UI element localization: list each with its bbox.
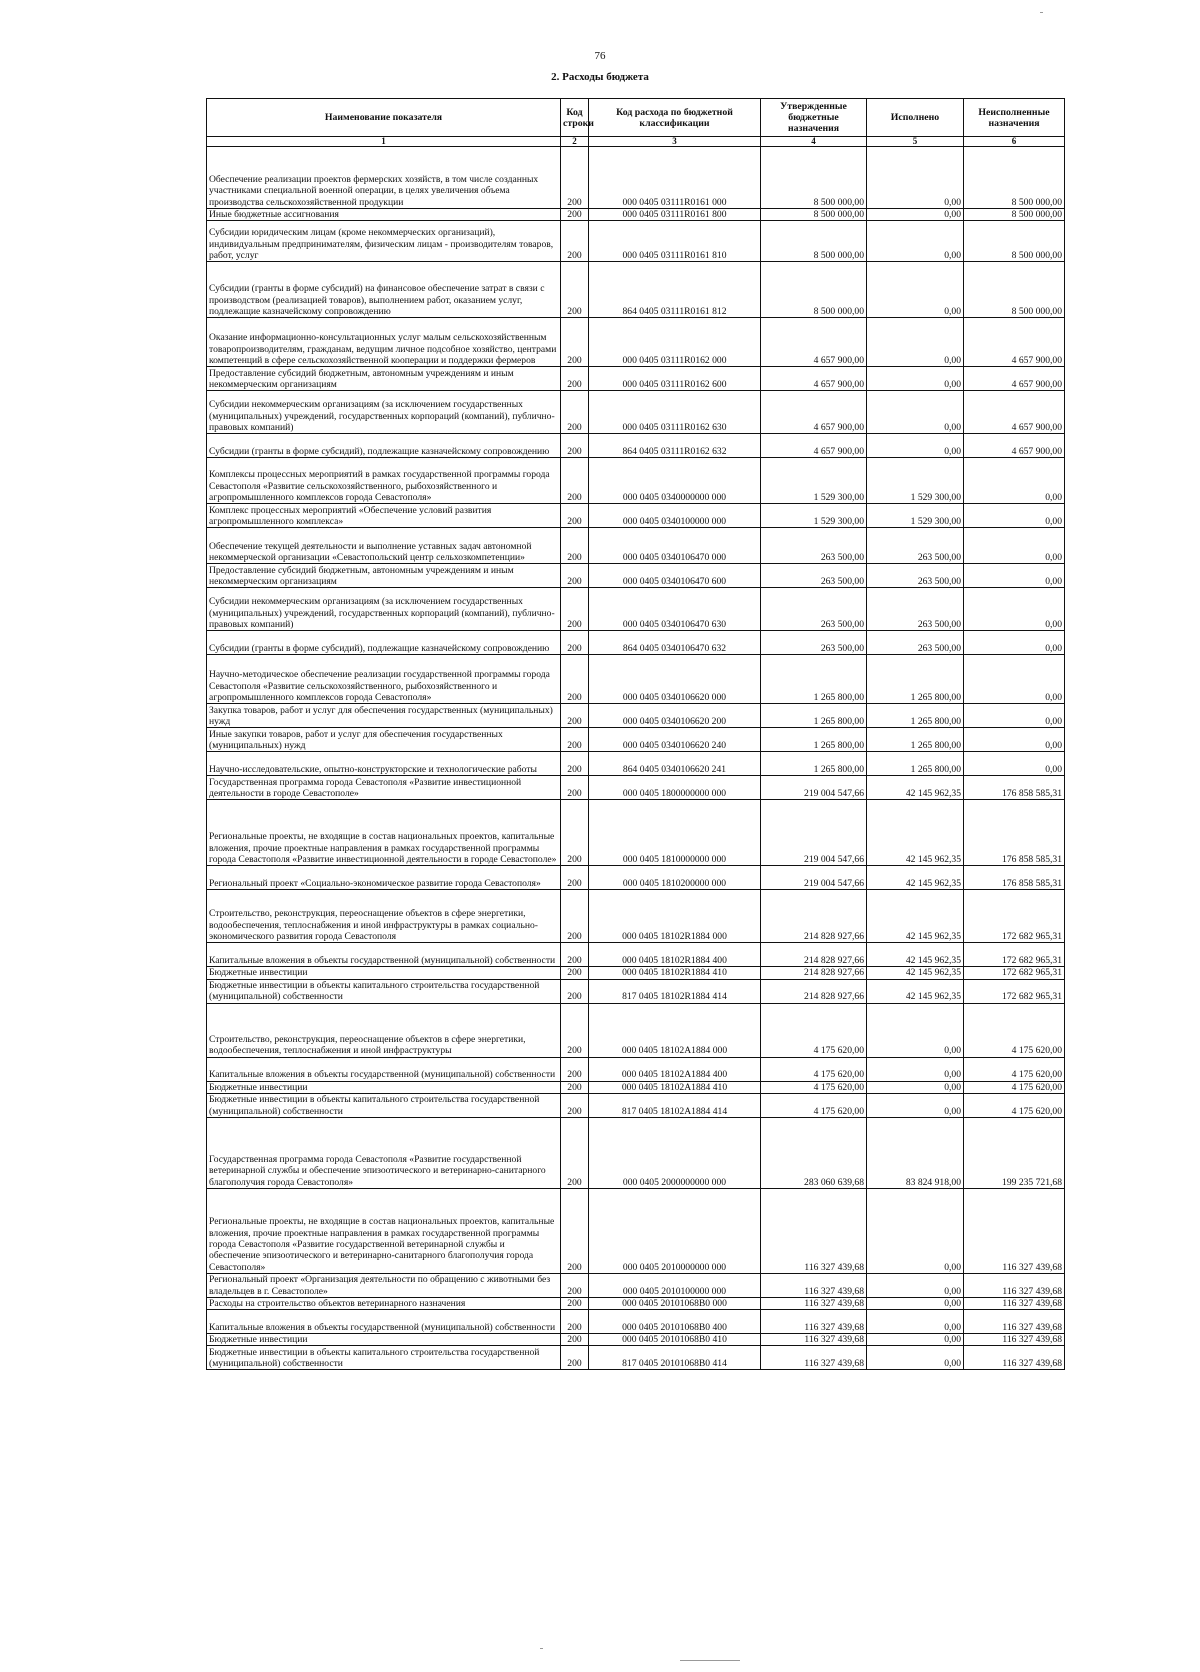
column-header-remaining: Неисполненные назначения bbox=[964, 99, 1065, 137]
row-executed-amount: 1 265 800,00 bbox=[867, 704, 964, 728]
row-line-code: 200 bbox=[561, 890, 589, 943]
row-executed-amount: 42 145 962,35 bbox=[867, 979, 964, 1003]
row-executed-amount: 263 500,00 bbox=[867, 588, 964, 631]
table-row bbox=[207, 1057, 1065, 1081]
row-approved-amount: 1 529 300,00 bbox=[761, 458, 867, 504]
column-header-classification-code: Код расхода по бюджетной классификации bbox=[589, 99, 761, 137]
row-classification-code: 000 0405 18102A1884 000 bbox=[589, 1003, 761, 1057]
row-name: Субсидии юридическим лицам (кроме некоммерческих организаций), индивидуальным предпринимателям, физическим лицам - производителям товаров, работ, услуг bbox=[207, 221, 561, 262]
row-approved-amount: 116 327 439,68 bbox=[761, 1334, 867, 1346]
table-row bbox=[207, 564, 1065, 588]
row-classification-code: 817 0405 20101068B0 414 bbox=[589, 1346, 761, 1370]
row-remaining-amount: 172 682 965,31 bbox=[964, 979, 1065, 1003]
row-name: Обеспечение реализации проектов фермерских хозяйств, в том числе созданных участниками специальной военной операции, в целях увеличения объема производства сельскохозяйственной продукции bbox=[207, 147, 561, 209]
row-classification-code: 000 0405 18102R1884 400 bbox=[589, 943, 761, 967]
row-name: Государственная программа города Севастополя «Развитие государственной ветеринарной службы и обеспечение эпизоотического и ветеринарно-санитарного благополучия города Севастополя» bbox=[207, 1117, 561, 1188]
row-name: Бюджетные инвестиции в объекты капитального строительства государственной (муниципальной) собственности bbox=[207, 1093, 561, 1117]
row-executed-amount: 263 500,00 bbox=[867, 564, 964, 588]
row-name: Региональный проект «Организация деятельности по обращению с животными без владельцев в г. Севастополе» bbox=[207, 1273, 561, 1297]
row-name: Предоставление субсидий бюджетным, автономным учреждениям и иным некоммерческим организациям bbox=[207, 564, 561, 588]
table-row bbox=[207, 1081, 1065, 1093]
row-line-code: 200 bbox=[561, 1334, 589, 1346]
row-remaining-amount: 4 175 620,00 bbox=[964, 1081, 1065, 1093]
row-remaining-amount: 4 657 900,00 bbox=[964, 367, 1065, 391]
row-classification-code: 000 0405 0340106470 630 bbox=[589, 588, 761, 631]
row-line-code: 200 bbox=[561, 967, 589, 979]
row-executed-amount: 1 529 300,00 bbox=[867, 504, 964, 528]
table-row bbox=[207, 655, 1065, 704]
row-classification-code: 817 0405 18102A1884 414 bbox=[589, 1093, 761, 1117]
row-line-code: 200 bbox=[561, 147, 589, 209]
row-line-code: 200 bbox=[561, 564, 589, 588]
row-executed-amount: 263 500,00 bbox=[867, 528, 964, 564]
page-number: 76 bbox=[594, 50, 606, 62]
row-approved-amount: 8 500 000,00 bbox=[761, 262, 867, 318]
row-remaining-amount: 172 682 965,31 bbox=[964, 890, 1065, 943]
row-classification-code: 000 0405 20101068B0 410 bbox=[589, 1334, 761, 1346]
row-line-code: 200 bbox=[561, 979, 589, 1003]
table-row bbox=[207, 262, 1065, 318]
row-line-code: 200 bbox=[561, 1346, 589, 1370]
row-line-code: 200 bbox=[561, 1273, 589, 1297]
row-executed-amount: 0,00 bbox=[867, 1081, 964, 1093]
row-name: Бюджетные инвестиции bbox=[207, 1081, 561, 1093]
row-name: Бюджетные инвестиции в объекты капитального строительства государственной (муниципальной) собственности bbox=[207, 979, 561, 1003]
row-executed-amount: 0,00 bbox=[867, 221, 964, 262]
table-row bbox=[207, 800, 1065, 866]
row-executed-amount: 42 145 962,35 bbox=[867, 776, 964, 800]
column-header-name: Наименование показателя bbox=[207, 99, 561, 137]
row-line-code: 200 bbox=[561, 209, 589, 221]
row-approved-amount: 263 500,00 bbox=[761, 631, 867, 655]
table-row bbox=[207, 1093, 1065, 1117]
row-remaining-amount: 116 327 439,68 bbox=[964, 1273, 1065, 1297]
row-approved-amount: 4 175 620,00 bbox=[761, 1057, 867, 1081]
row-approved-amount: 116 327 439,68 bbox=[761, 1297, 867, 1309]
row-classification-code: 000 0405 03111R0161 000 bbox=[589, 147, 761, 209]
table-row bbox=[207, 1003, 1065, 1057]
row-approved-amount: 4 175 620,00 bbox=[761, 1093, 867, 1117]
table-row bbox=[207, 147, 1065, 209]
row-line-code: 200 bbox=[561, 800, 589, 866]
row-remaining-amount: 4 657 900,00 bbox=[964, 318, 1065, 367]
table-row bbox=[207, 391, 1065, 434]
row-remaining-amount: 0,00 bbox=[964, 504, 1065, 528]
row-name: Комплекс процессных мероприятий «Обеспечение условий развития агропромышленного комплекса» bbox=[207, 504, 561, 528]
row-name: Бюджетные инвестиции в объекты капитального строительства государственной (муниципальной) собственности bbox=[207, 1346, 561, 1370]
row-remaining-amount: 0,00 bbox=[964, 564, 1065, 588]
row-approved-amount: 1 265 800,00 bbox=[761, 752, 867, 776]
row-classification-code: 000 0405 2010100000 000 bbox=[589, 1273, 761, 1297]
table-row bbox=[207, 1346, 1065, 1370]
row-name: Научно-методическое обеспечение реализации государственной программы города Севастополя «Развитие сельскохозяйственного, рыбохозяйственного и агропромышленного комплексов города Севастополя» bbox=[207, 655, 561, 704]
row-executed-amount: 0,00 bbox=[867, 1346, 964, 1370]
table-row bbox=[207, 434, 1065, 458]
row-executed-amount: 42 145 962,35 bbox=[867, 943, 964, 967]
column-header-executed: Исполнено bbox=[867, 99, 964, 137]
row-approved-amount: 4 657 900,00 bbox=[761, 434, 867, 458]
row-remaining-amount: 0,00 bbox=[964, 458, 1065, 504]
table-row bbox=[207, 1188, 1065, 1273]
row-remaining-amount: 176 858 585,31 bbox=[964, 776, 1065, 800]
row-classification-code: 000 0405 0340100000 000 bbox=[589, 504, 761, 528]
row-name: Региональный проект «Социально-экономическое развитие города Севастополя» bbox=[207, 866, 561, 890]
row-executed-amount: 1 265 800,00 bbox=[867, 752, 964, 776]
row-remaining-amount: 0,00 bbox=[964, 752, 1065, 776]
row-name: Закупка товаров, работ и услуг для обеспечения государственных (муниципальных) нужд bbox=[207, 704, 561, 728]
row-line-code: 200 bbox=[561, 728, 589, 752]
row-executed-amount: 0,00 bbox=[867, 434, 964, 458]
row-classification-code: 000 0405 18102A1884 410 bbox=[589, 1081, 761, 1093]
table-row bbox=[207, 866, 1065, 890]
row-classification-code: 000 0405 0340106620 000 bbox=[589, 655, 761, 704]
row-name: Оказание информационно-консультационных услуг малым сельскохозяйственным товаропроизводителям, гражданам, ведущим личное подсобное хозяйство, центрами компетенций в сфере сельскохозяйственной кооперации и поддержки фермеров bbox=[207, 318, 561, 367]
row-remaining-amount: 116 327 439,68 bbox=[964, 1334, 1065, 1346]
row-approved-amount: 1 529 300,00 bbox=[761, 504, 867, 528]
table-row bbox=[207, 1334, 1065, 1346]
row-approved-amount: 4 657 900,00 bbox=[761, 318, 867, 367]
row-classification-code: 000 0405 03111R0162 630 bbox=[589, 391, 761, 434]
table-row bbox=[207, 979, 1065, 1003]
row-classification-code: 000 0405 20101068B0 000 bbox=[589, 1297, 761, 1309]
column-number: 1 bbox=[207, 137, 561, 147]
row-name: Субсидии некоммерческим организациям (за исключением государственных (муниципальных) учреждений, государственных корпораций (компаний), публично-правовых компаний) bbox=[207, 391, 561, 434]
row-name: Строительство, реконструкция, переоснащение объектов в сфере энергетики, водообеспечения, теплоснабжения и иной инфраструктуры bbox=[207, 1003, 561, 1057]
row-name: Предоставление субсидий бюджетным, автономным учреждениям и иным некоммерческим организациям bbox=[207, 367, 561, 391]
column-header-line-code: Код строки bbox=[561, 99, 589, 137]
row-approved-amount: 219 004 547,66 bbox=[761, 800, 867, 866]
row-line-code: 200 bbox=[561, 1081, 589, 1093]
row-approved-amount: 116 327 439,68 bbox=[761, 1273, 867, 1297]
row-remaining-amount: 8 500 000,00 bbox=[964, 221, 1065, 262]
row-classification-code: 000 0405 03111R0162 600 bbox=[589, 367, 761, 391]
row-name: Региональные проекты, не входящие в состав национальных проектов, капитальные вложения, прочие проектные направления в рамках государственной программы города Севастополя «Развитие государственной ветеринарной службы и обеспечение эпизоотического и ветеринарно-санитарного благополучия города Севастополя» bbox=[207, 1188, 561, 1273]
row-classification-code: 000 0405 0340106470 600 bbox=[589, 564, 761, 588]
row-approved-amount: 8 500 000,00 bbox=[761, 209, 867, 221]
row-executed-amount: 0,00 bbox=[867, 262, 964, 318]
row-line-code: 200 bbox=[561, 776, 589, 800]
row-line-code: 200 bbox=[561, 1297, 589, 1309]
expenses-table bbox=[206, 98, 1065, 1370]
row-remaining-amount: 4 175 620,00 bbox=[964, 1003, 1065, 1057]
row-approved-amount: 4 175 620,00 bbox=[761, 1003, 867, 1057]
row-name: Комплексы процессных мероприятий в рамках государственной программы города Севастополя «Развитие сельскохозяйственного, рыбохозяйственного и агропромышленного комплексов города Севастополя» bbox=[207, 458, 561, 504]
row-executed-amount: 1 265 800,00 bbox=[867, 728, 964, 752]
row-executed-amount: 0,00 bbox=[867, 318, 964, 367]
row-name: Бюджетные инвестиции bbox=[207, 1334, 561, 1346]
table-row bbox=[207, 588, 1065, 631]
row-remaining-amount: 0,00 bbox=[964, 704, 1065, 728]
row-executed-amount: 0,00 bbox=[867, 1310, 964, 1334]
table-row bbox=[207, 504, 1065, 528]
row-name: Иные закупки товаров, работ и услуг для обеспечения государственных (муниципальных) нужд bbox=[207, 728, 561, 752]
row-line-code: 200 bbox=[561, 588, 589, 631]
row-line-code: 200 bbox=[561, 1310, 589, 1334]
row-classification-code: 817 0405 18102R1884 414 bbox=[589, 979, 761, 1003]
row-approved-amount: 219 004 547,66 bbox=[761, 866, 867, 890]
row-executed-amount: 0,00 bbox=[867, 1297, 964, 1309]
row-remaining-amount: 0,00 bbox=[964, 655, 1065, 704]
scan-speck bbox=[540, 1648, 543, 1649]
row-executed-amount: 1 265 800,00 bbox=[867, 655, 964, 704]
row-executed-amount: 1 529 300,00 bbox=[867, 458, 964, 504]
row-remaining-amount: 176 858 585,31 bbox=[964, 800, 1065, 866]
row-remaining-amount: 8 500 000,00 bbox=[964, 262, 1065, 318]
row-name: Капитальные вложения в объекты государственной (муниципальной) собственности bbox=[207, 1057, 561, 1081]
row-executed-amount: 0,00 bbox=[867, 367, 964, 391]
row-remaining-amount: 8 500 000,00 bbox=[964, 147, 1065, 209]
row-name: Бюджетные инвестиции bbox=[207, 967, 561, 979]
table-row bbox=[207, 528, 1065, 564]
row-name: Иные бюджетные ассигнования bbox=[207, 209, 561, 221]
column-numbers-row bbox=[207, 137, 1065, 147]
row-name: Научно-исследовательские, опытно-конструкторские и технологические работы bbox=[207, 752, 561, 776]
row-approved-amount: 8 500 000,00 bbox=[761, 147, 867, 209]
row-executed-amount: 0,00 bbox=[867, 1188, 964, 1273]
row-line-code: 200 bbox=[561, 655, 589, 704]
row-classification-code: 864 0405 0340106620 241 bbox=[589, 752, 761, 776]
row-remaining-amount: 4 657 900,00 bbox=[964, 391, 1065, 434]
row-remaining-amount: 172 682 965,31 bbox=[964, 967, 1065, 979]
row-approved-amount: 116 327 439,68 bbox=[761, 1188, 867, 1273]
row-executed-amount: 0,00 bbox=[867, 1057, 964, 1081]
scan-speck bbox=[680, 1660, 740, 1661]
section-title: 2. Расходы бюджета bbox=[551, 71, 649, 83]
row-remaining-amount: 4 175 620,00 bbox=[964, 1057, 1065, 1081]
table-row bbox=[207, 318, 1065, 367]
row-approved-amount: 4 657 900,00 bbox=[761, 367, 867, 391]
row-approved-amount: 283 060 639,68 bbox=[761, 1117, 867, 1188]
table-header-row bbox=[207, 99, 1065, 137]
row-approved-amount: 263 500,00 bbox=[761, 528, 867, 564]
table-row bbox=[207, 1310, 1065, 1334]
row-line-code: 200 bbox=[561, 391, 589, 434]
row-approved-amount: 1 265 800,00 bbox=[761, 728, 867, 752]
column-number: 2 bbox=[561, 137, 589, 147]
row-name: Обеспечение текущей деятельности и выполнение уставных задач автономной некоммерческой организации «Севастопольский центр сельхозкомпетенции» bbox=[207, 528, 561, 564]
row-line-code: 200 bbox=[561, 704, 589, 728]
column-number: 3 bbox=[589, 137, 761, 147]
column-header-approved: Утвержденные бюджетные назначения bbox=[761, 99, 867, 137]
row-remaining-amount: 0,00 bbox=[964, 528, 1065, 564]
row-approved-amount: 4 657 900,00 bbox=[761, 391, 867, 434]
row-classification-code: 000 0405 18102R1884 410 bbox=[589, 967, 761, 979]
row-classification-code: 000 0405 03111R0162 000 bbox=[589, 318, 761, 367]
row-executed-amount: 0,00 bbox=[867, 209, 964, 221]
row-approved-amount: 214 828 927,66 bbox=[761, 890, 867, 943]
row-classification-code: 000 0405 1800000000 000 bbox=[589, 776, 761, 800]
table-row bbox=[207, 1297, 1065, 1309]
row-approved-amount: 214 828 927,66 bbox=[761, 967, 867, 979]
row-approved-amount: 116 327 439,68 bbox=[761, 1310, 867, 1334]
row-approved-amount: 263 500,00 bbox=[761, 588, 867, 631]
row-remaining-amount: 116 327 439,68 bbox=[964, 1346, 1065, 1370]
row-remaining-amount: 116 327 439,68 bbox=[964, 1188, 1065, 1273]
row-remaining-amount: 176 858 585,31 bbox=[964, 866, 1065, 890]
row-name: Субсидии (гранты в форме субсидий), подлежащие казначейскому сопровождению bbox=[207, 434, 561, 458]
row-classification-code: 000 0405 03111R0161 810 bbox=[589, 221, 761, 262]
row-approved-amount: 219 004 547,66 bbox=[761, 776, 867, 800]
row-line-code: 200 bbox=[561, 1003, 589, 1057]
row-executed-amount: 0,00 bbox=[867, 147, 964, 209]
row-remaining-amount: 199 235 721,68 bbox=[964, 1117, 1065, 1188]
row-remaining-amount: 0,00 bbox=[964, 728, 1065, 752]
table-row bbox=[207, 1273, 1065, 1297]
row-classification-code: 000 0405 0340106470 000 bbox=[589, 528, 761, 564]
table-row bbox=[207, 728, 1065, 752]
row-name: Государственная программа города Севастополя «Развитие инвестиционной деятельности в городе Севастополе» bbox=[207, 776, 561, 800]
row-name: Субсидии (гранты в форме субсидий), подлежащие казначейскому сопровождению bbox=[207, 631, 561, 655]
row-executed-amount: 42 145 962,35 bbox=[867, 967, 964, 979]
row-approved-amount: 214 828 927,66 bbox=[761, 979, 867, 1003]
row-approved-amount: 1 265 800,00 bbox=[761, 655, 867, 704]
row-name: Капитальные вложения в объекты государственной (муниципальной) собственности bbox=[207, 1310, 561, 1334]
row-classification-code: 000 0405 0340106620 240 bbox=[589, 728, 761, 752]
row-executed-amount: 263 500,00 bbox=[867, 631, 964, 655]
row-name: Расходы на строительство объектов ветеринарного назначения bbox=[207, 1297, 561, 1309]
row-classification-code: 864 0405 0340106470 632 bbox=[589, 631, 761, 655]
row-approved-amount: 8 500 000,00 bbox=[761, 221, 867, 262]
row-classification-code: 000 0405 0340000000 000 bbox=[589, 458, 761, 504]
row-name: Региональные проекты, не входящие в состав национальных проектов, капитальные вложения, прочие проектные направления в рамках государственной программы города Севастополя «Развитие инвестиционной деятельности в городе Севастополе» bbox=[207, 800, 561, 866]
table-row bbox=[207, 752, 1065, 776]
row-executed-amount: 42 145 962,35 bbox=[867, 800, 964, 866]
row-approved-amount: 214 828 927,66 bbox=[761, 943, 867, 967]
table-row bbox=[207, 221, 1065, 262]
row-approved-amount: 116 327 439,68 bbox=[761, 1346, 867, 1370]
table-row bbox=[207, 367, 1065, 391]
row-classification-code: 000 0405 2010000000 000 bbox=[589, 1188, 761, 1273]
row-executed-amount: 0,00 bbox=[867, 1003, 964, 1057]
row-classification-code: 000 0405 0340106620 200 bbox=[589, 704, 761, 728]
row-name: Субсидии (гранты в форме субсидий) на финансовое обеспечение затрат в связи с производством (реализацией товаров), выполнением работ, оказанием услуг, подлежащие казначейскому сопровождению bbox=[207, 262, 561, 318]
table-row bbox=[207, 458, 1065, 504]
row-executed-amount: 42 145 962,35 bbox=[867, 890, 964, 943]
row-remaining-amount: 116 327 439,68 bbox=[964, 1310, 1065, 1334]
row-remaining-amount: 4 175 620,00 bbox=[964, 1093, 1065, 1117]
row-name: Строительство, реконструкция, переоснащение объектов в сфере энергетики, водообеспечения, теплоснабжения и иной инфраструктуры в рамках социально-экономического развития города Севастополя bbox=[207, 890, 561, 943]
row-classification-code: 000 0405 2000000000 000 bbox=[589, 1117, 761, 1188]
row-remaining-amount: 0,00 bbox=[964, 588, 1065, 631]
row-line-code: 200 bbox=[561, 434, 589, 458]
row-remaining-amount: 8 500 000,00 bbox=[964, 209, 1065, 221]
row-remaining-amount: 0,00 bbox=[964, 631, 1065, 655]
row-executed-amount: 42 145 962,35 bbox=[867, 866, 964, 890]
row-name: Субсидии некоммерческим организациям (за исключением государственных (муниципальных) учреждений, государственных корпораций (компаний), публично-правовых компаний) bbox=[207, 588, 561, 631]
row-classification-code: 000 0405 20101068B0 400 bbox=[589, 1310, 761, 1334]
table-row bbox=[207, 209, 1065, 221]
row-remaining-amount: 4 657 900,00 bbox=[964, 434, 1065, 458]
row-executed-amount: 0,00 bbox=[867, 1273, 964, 1297]
row-line-code: 200 bbox=[561, 1188, 589, 1273]
table-row bbox=[207, 776, 1065, 800]
column-number: 4 bbox=[761, 137, 867, 147]
row-line-code: 200 bbox=[561, 367, 589, 391]
row-line-code: 200 bbox=[561, 504, 589, 528]
row-executed-amount: 0,00 bbox=[867, 1093, 964, 1117]
row-executed-amount: 0,00 bbox=[867, 1334, 964, 1346]
table-row bbox=[207, 704, 1065, 728]
row-executed-amount: 83 824 918,00 bbox=[867, 1117, 964, 1188]
row-line-code: 200 bbox=[561, 752, 589, 776]
table-row bbox=[207, 967, 1065, 979]
row-line-code: 200 bbox=[561, 458, 589, 504]
row-line-code: 200 bbox=[561, 262, 589, 318]
table-row bbox=[207, 890, 1065, 943]
table-row bbox=[207, 943, 1065, 967]
row-classification-code: 000 0405 03111R0161 800 bbox=[589, 209, 761, 221]
column-number: 6 bbox=[964, 137, 1065, 147]
row-classification-code: 000 0405 1810200000 000 bbox=[589, 866, 761, 890]
column-number: 5 bbox=[867, 137, 964, 147]
table-row bbox=[207, 631, 1065, 655]
row-line-code: 200 bbox=[561, 318, 589, 367]
row-approved-amount: 4 175 620,00 bbox=[761, 1081, 867, 1093]
row-classification-code: 000 0405 1810000000 000 bbox=[589, 800, 761, 866]
row-line-code: 200 bbox=[561, 866, 589, 890]
row-line-code: 200 bbox=[561, 1093, 589, 1117]
row-classification-code: 864 0405 03111R0162 632 bbox=[589, 434, 761, 458]
row-line-code: 200 bbox=[561, 631, 589, 655]
row-executed-amount: 0,00 bbox=[867, 391, 964, 434]
row-name: Капитальные вложения в объекты государственной (муниципальной) собственности bbox=[207, 943, 561, 967]
row-line-code: 200 bbox=[561, 943, 589, 967]
row-remaining-amount: 172 682 965,31 bbox=[964, 943, 1065, 967]
row-approved-amount: 1 265 800,00 bbox=[761, 704, 867, 728]
table-row bbox=[207, 1117, 1065, 1188]
row-classification-code: 864 0405 03111R0161 812 bbox=[589, 262, 761, 318]
row-remaining-amount: 116 327 439,68 bbox=[964, 1297, 1065, 1309]
row-classification-code: 000 0405 18102A1884 400 bbox=[589, 1057, 761, 1081]
row-classification-code: 000 0405 18102R1884 000 bbox=[589, 890, 761, 943]
row-line-code: 200 bbox=[561, 1057, 589, 1081]
row-approved-amount: 263 500,00 bbox=[761, 564, 867, 588]
row-line-code: 200 bbox=[561, 528, 589, 564]
row-line-code: 200 bbox=[561, 221, 589, 262]
scan-speck bbox=[1040, 12, 1043, 13]
row-line-code: 200 bbox=[561, 1117, 589, 1188]
